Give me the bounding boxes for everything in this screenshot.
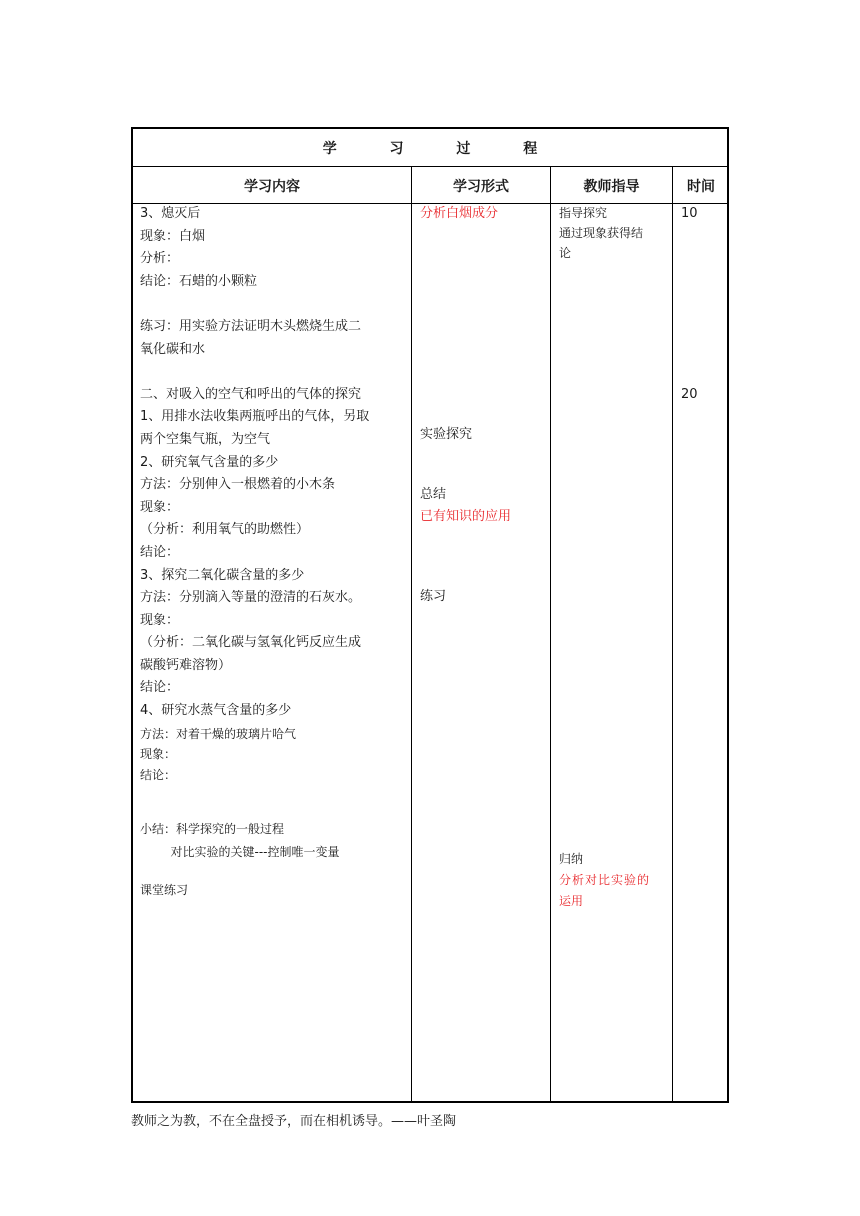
guide-conclusion-line: 论 <box>559 246 572 260</box>
summary-block <box>140 818 410 863</box>
header-form: 学习形式 <box>453 178 509 195</box>
content-line: 结论：石蜡的小颗粒 <box>140 273 258 289</box>
guide-block <box>559 203 643 263</box>
summary-line: 对比实验的关键---控制唯一变量 <box>140 844 340 859</box>
guide-induce: 归纳 <box>559 852 584 866</box>
content-line: 两个空集气瓶，为空气 <box>140 431 271 447</box>
content-line: 结论： <box>140 544 180 560</box>
content-line: 现象： <box>140 499 180 515</box>
content-line: 方法：分别滴入等量的澄清的石灰水。 <box>140 590 362 606</box>
content-line: 1、用排水法收集两瓶呼出的气体，另取 <box>140 409 370 425</box>
guide-contrast-line: 运用 <box>559 894 584 908</box>
col-divider-2 <box>550 167 551 1101</box>
header-time: 时间 <box>687 178 715 195</box>
guide-explore: 指导探究 <box>559 206 608 220</box>
content-line: 现象： <box>140 747 177 762</box>
guide-conclusion-line: 通过现象获得结 <box>559 226 644 240</box>
col-divider-1 <box>411 167 412 1101</box>
content-line: （分析：利用氧气的助燃性） <box>140 522 310 538</box>
content-line: 现象： <box>140 612 180 628</box>
content-line: 二、对吸入的空气和呼出的气体的探究 <box>140 386 362 402</box>
header-content: 学习内容 <box>244 178 300 195</box>
header-guide: 教师指导 <box>583 178 640 195</box>
form-practice: 练习 <box>420 589 447 604</box>
content-line <box>140 361 410 384</box>
content-line: 方法：分别伸入一根燃着的小木条 <box>140 477 336 493</box>
guide-induce-block <box>559 849 650 912</box>
form-apply-knowledge: 已有知识的应用 <box>420 509 512 524</box>
content-line: （分析：二氧化碳与氢氧化钙反应生成 <box>140 635 362 651</box>
content-line: 练习：用实验方法证明木头燃烧生成二 <box>140 318 362 334</box>
content-line: 结论： <box>140 680 180 696</box>
content-line: 氧化碳和水 <box>140 341 206 357</box>
form-analyze-smoke: 分析白烟成分 <box>420 206 499 221</box>
learning-process-table <box>131 127 729 1103</box>
summary-line: 小结：科学探究的一般过程 <box>140 822 285 836</box>
content-line: 方法：对着干燥的玻璃片哈气 <box>140 726 297 741</box>
content-line: 4、研究水蒸气含量的多少 <box>140 703 292 719</box>
form-experiment: 实验探究 <box>420 427 473 442</box>
content-line: 结论： <box>140 768 177 783</box>
form-summary: 总结 <box>420 487 447 502</box>
content-line <box>140 293 410 316</box>
content-line: 现象：白烟 <box>140 228 206 244</box>
content-line: 3、熄灭后 <box>140 206 201 221</box>
time-value: 10 <box>681 206 698 221</box>
content-line: 2、研究氧气含量的多少 <box>140 454 279 470</box>
content-line: 分析： <box>140 251 180 267</box>
col-divider-3 <box>672 167 673 1101</box>
content-cell <box>140 203 410 787</box>
footer-quote: 教师之为教，不在全盘授予，而在相机诱导。——叶圣陶 <box>131 1114 457 1129</box>
guide-contrast-line: 分析对比实验的 <box>559 873 651 887</box>
table-title: 学 习 过 程 <box>322 140 562 157</box>
content-line: 3、探究二氧化碳含量的多少 <box>140 567 305 583</box>
classroom-practice: 课堂练习 <box>140 883 189 897</box>
content-line: 碳酸钙难溶物） <box>140 657 232 673</box>
time-value: 20 <box>681 387 698 402</box>
